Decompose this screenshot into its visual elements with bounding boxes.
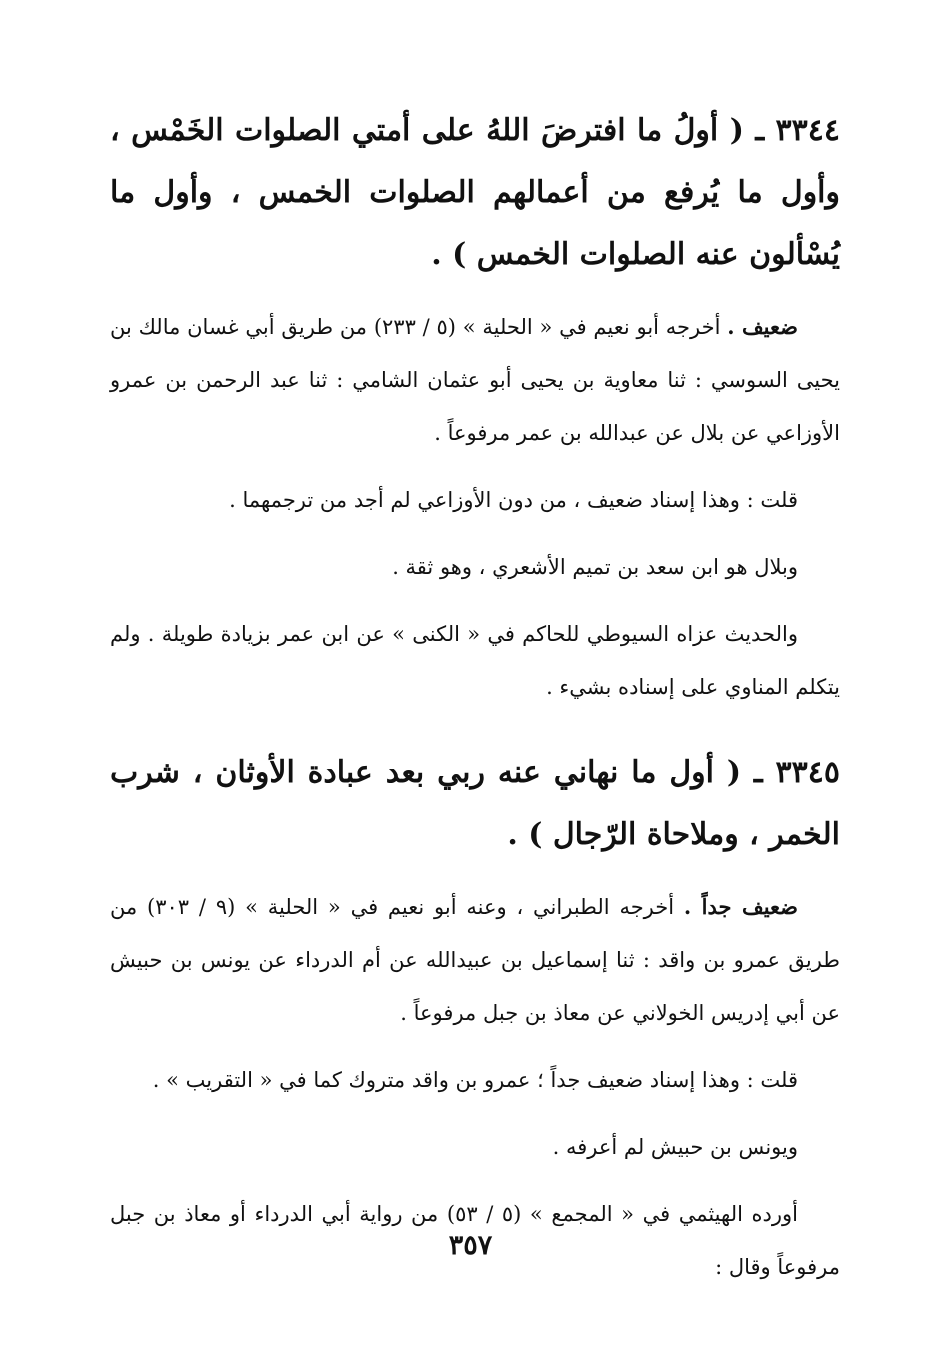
paragraph-comment: وبلال هو ابن سعد بن تميم الأشعري ، وهو ثقة . [392,555,798,579]
hadith-title-3344: ٣٣٤٤ ـ ( أولُ ما افترضَ اللهُ على أمتي الصلوات الخَمْس ، وأول ما يُرفع من أعمالهم الصلوات الخمس ، وأول ما يُسْألون عنه الصلوات الخمس ) . [110,113,840,272]
page-number: ٣٥٧ [448,1230,493,1261]
paragraph-comment: قلت : وهذا إسناد ضعيف جداً ؛ عمرو بن واقد متروك كما في « التقريب » . [152,1068,798,1092]
paragraph-comment: ويونس بن حبيش لم أعرفه . [552,1135,798,1159]
paragraph-text: أخرجه الطبراني ، وعنه أبو نعيم في « الحلية » (٩ / ٣٠٣) من طريق عمرو بن واقد : ثنا إسماعيل بن عبيدالله عن أم الدرداء عن يونس بن حبيش عن أبي إدريس الخولاني عن معاذ بن جبل مرفوعاً . [110,895,840,1025]
paragraph-comment: قلت : وهذا إسناد ضعيف ، من دون الأوزاعي لم أجد من ترجمهما . [229,488,798,512]
paragraph-text: أخرجه أبو نعيم في « الحلية » (٥ / ٢٣٣) من طريق أبي غسان مالك بن يحيى السوسي : ثنا معاوية بن يحيى أبو عثمان الشامي : ثنا عبد الرحمن بن عمرو الأوزاعي عن بلال عن عبدالله بن عمر مرفوعاً . [110,315,840,445]
hadith-title-3345: ٣٣٤٥ ـ ( أول ما نهاني عنه ربي بعد عبادة الأوثان ، شرب الخمر ، وملاحاة الرّجال ) . [110,755,840,852]
grading-label: ضعيف . [727,314,798,339]
page-body [110,100,840,1294]
paragraph-grading-3344 [110,300,840,460]
paragraph-comment: والحديث عزاه السيوطي للحاكم في « الكنى » عن ابن عمر بزيادة طويلة . ولم يتكلم المناوي على إسناده بشيء . [110,622,840,699]
paragraph-grading-3345 [110,880,840,1040]
grading-label: ضعيف جداً . [683,894,798,919]
paragraph-comment: أورده الهيثمي في « المجمع » (٥ / ٥٣) من رواية أبي الدرداء أو معاذ بن جبل مرفوعاً وقال : [110,1202,840,1279]
